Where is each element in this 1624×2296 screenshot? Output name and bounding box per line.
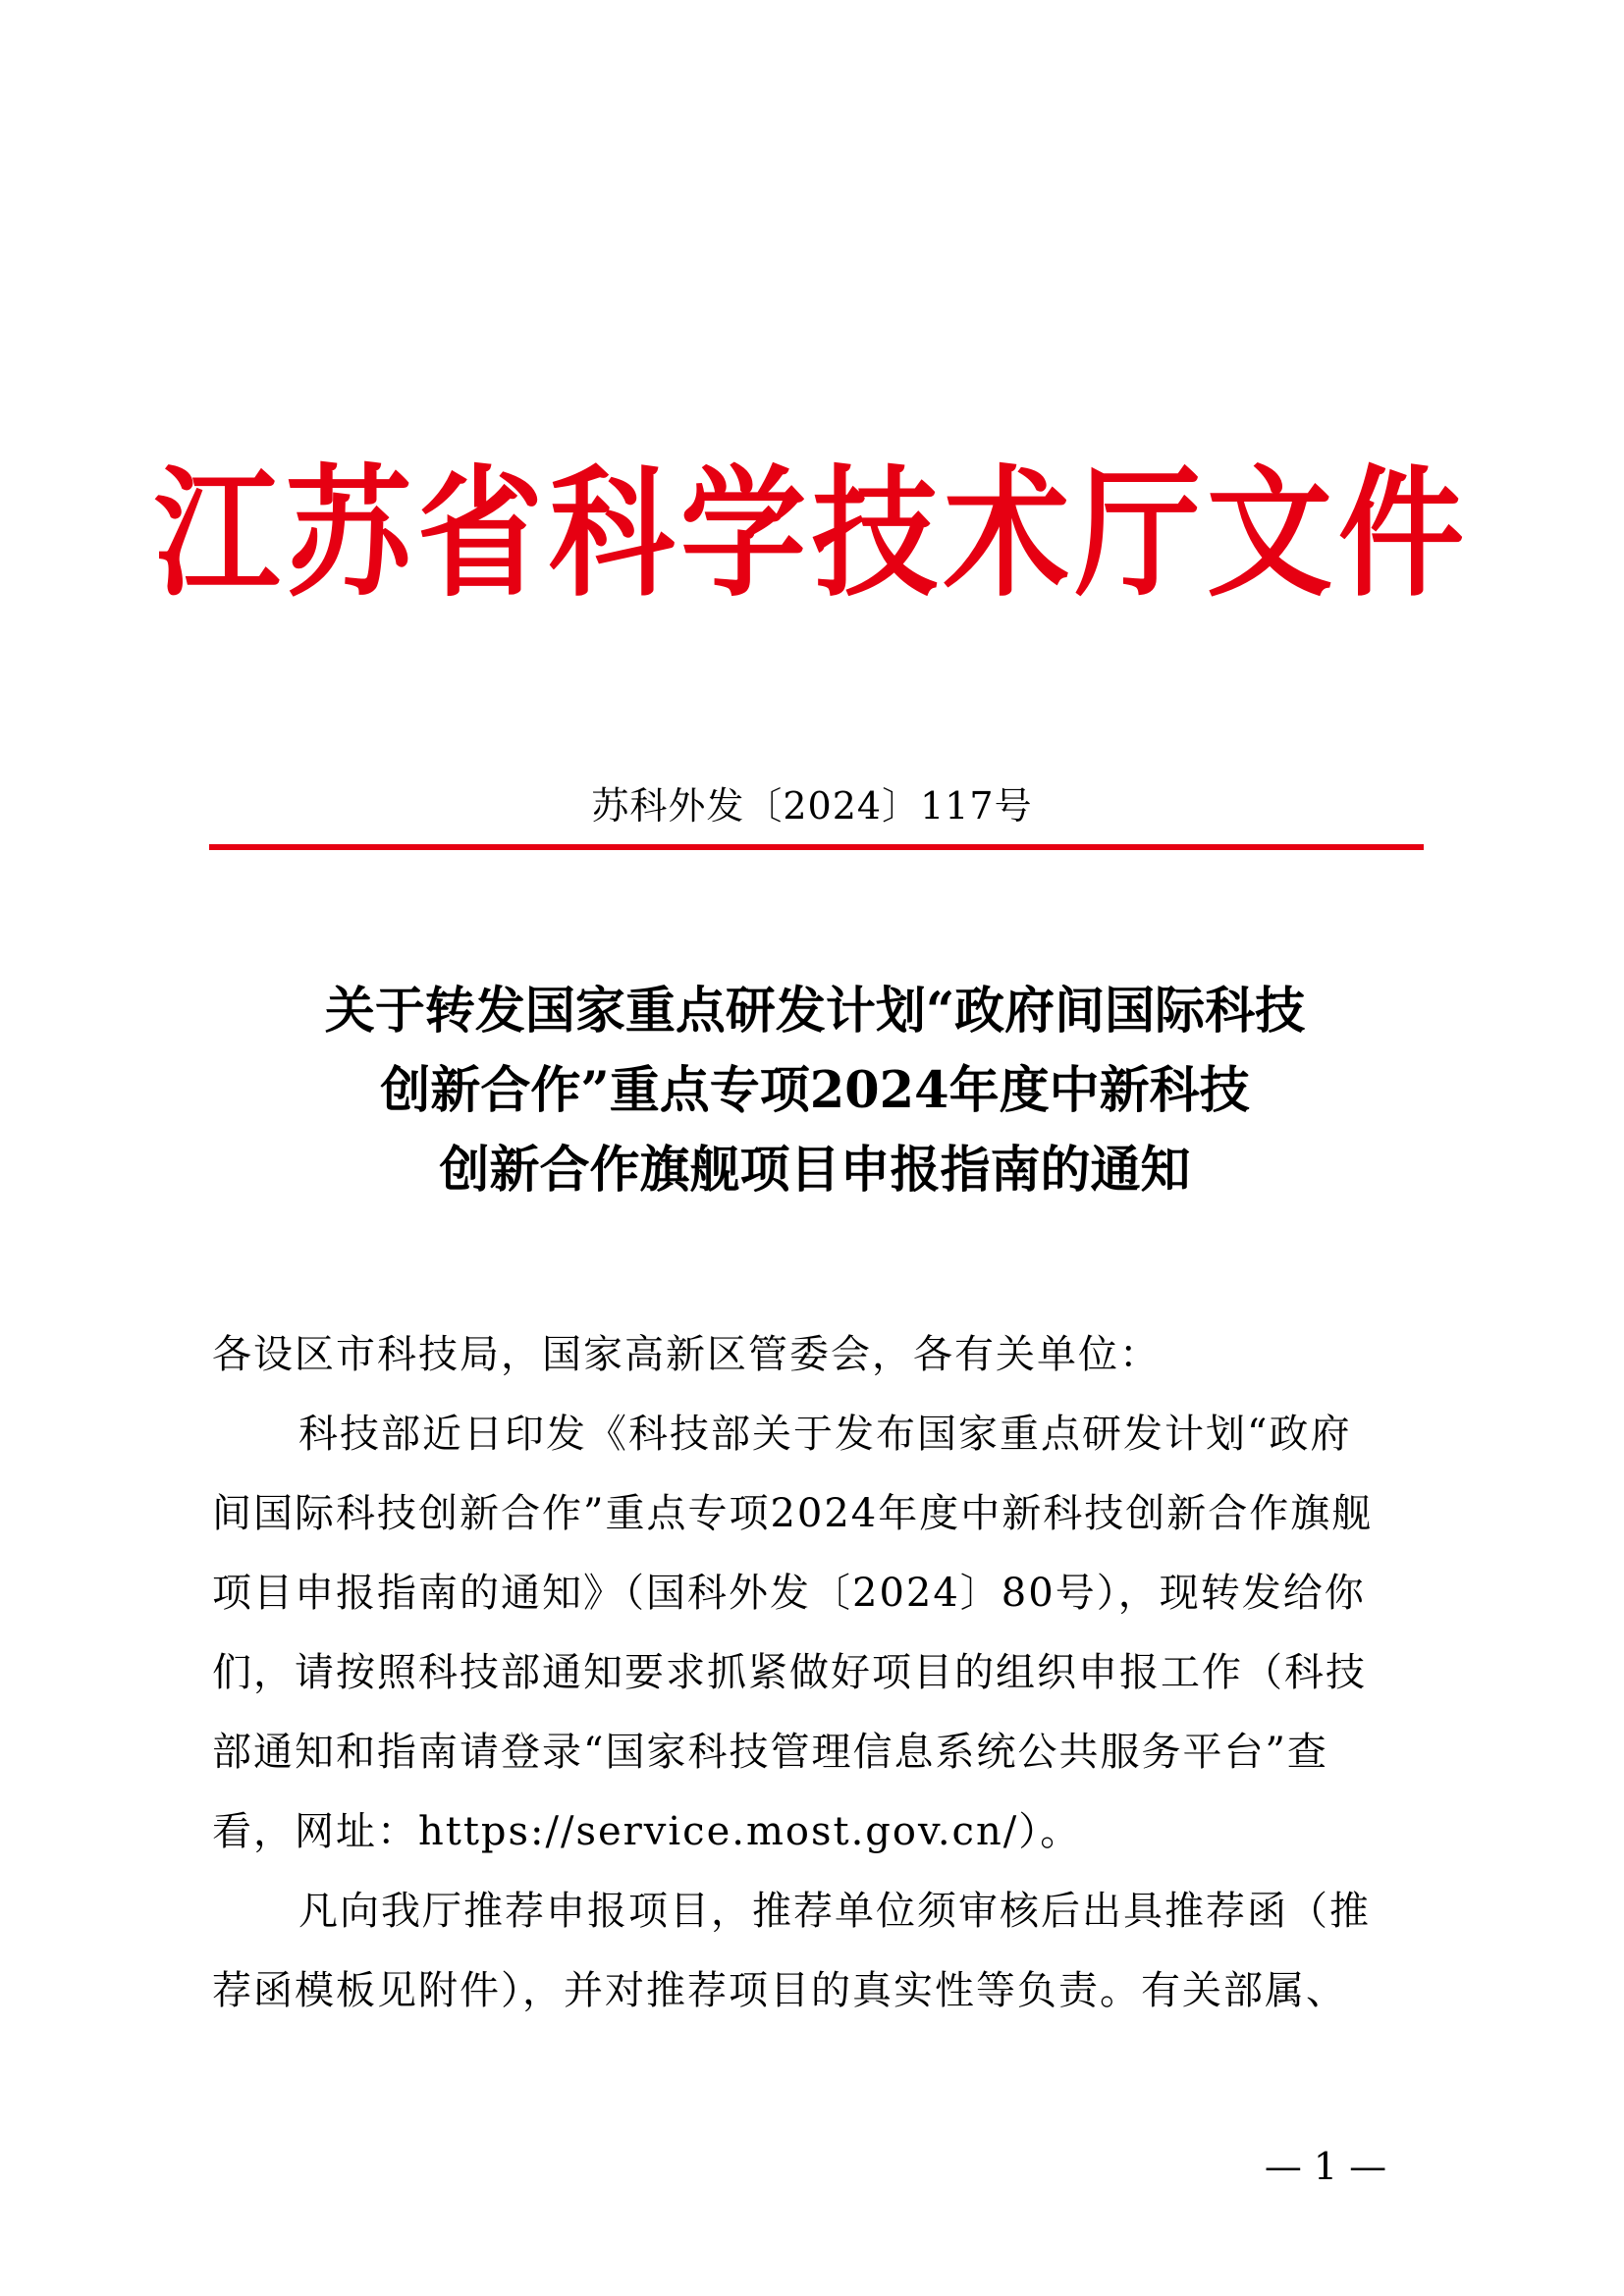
body-line: 凡向我厅推荐申报项目，推荐单位须审核后出具推荐函（推 bbox=[298, 1889, 1371, 1934]
body-line: 项目申报指南的通知》（国科外发〔2024〕80号），现转发给你 bbox=[212, 1571, 1366, 1616]
notice-title-line: 关于转发国家重点研发计划“政府间国际科技 bbox=[324, 982, 1306, 1041]
red-divider-line bbox=[209, 844, 1424, 850]
body-line: 科技部近日印发《科技部关于发布国家重点研发计划“政府 bbox=[298, 1412, 1352, 1457]
notice-body bbox=[212, 1315, 1420, 2031]
body-line: 们，请按照科技部通知要求抓紧做好项目的组织申报工作（科技 bbox=[212, 1650, 1367, 1695]
page-number: — 1 — bbox=[1264, 2145, 1387, 2188]
notice-title-line: 创新合作”重点专项2024年度中新科技 bbox=[380, 1061, 1250, 1120]
body-line: 荐函模板见附件），并对推荐项目的真实性等负责。有关部属、 bbox=[212, 1968, 1347, 2013]
document-masthead: 江苏省科学技术厅文件 bbox=[153, 453, 1470, 617]
notice-title-line: 创新合作旗舰项目申报指南的通知 bbox=[439, 1141, 1191, 1200]
salutation-line: 各设区市科技局，国家高新区管委会，各有关单位： bbox=[212, 1332, 1161, 1377]
document-number: 苏科外发〔2024〕117号 bbox=[591, 784, 1033, 828]
body-line: 间国际科技创新合作”重点专项2024年度中新科技创新合作旗舰 bbox=[212, 1491, 1374, 1536]
body-line-with-url: 看，网址：https://service.most.gov.cn/）。 bbox=[212, 1809, 1082, 1854]
notice-title bbox=[177, 972, 1453, 1210]
body-line: 部通知和指南请登录“国家科技管理信息系统公共服务平台”查 bbox=[212, 1730, 1328, 1775]
